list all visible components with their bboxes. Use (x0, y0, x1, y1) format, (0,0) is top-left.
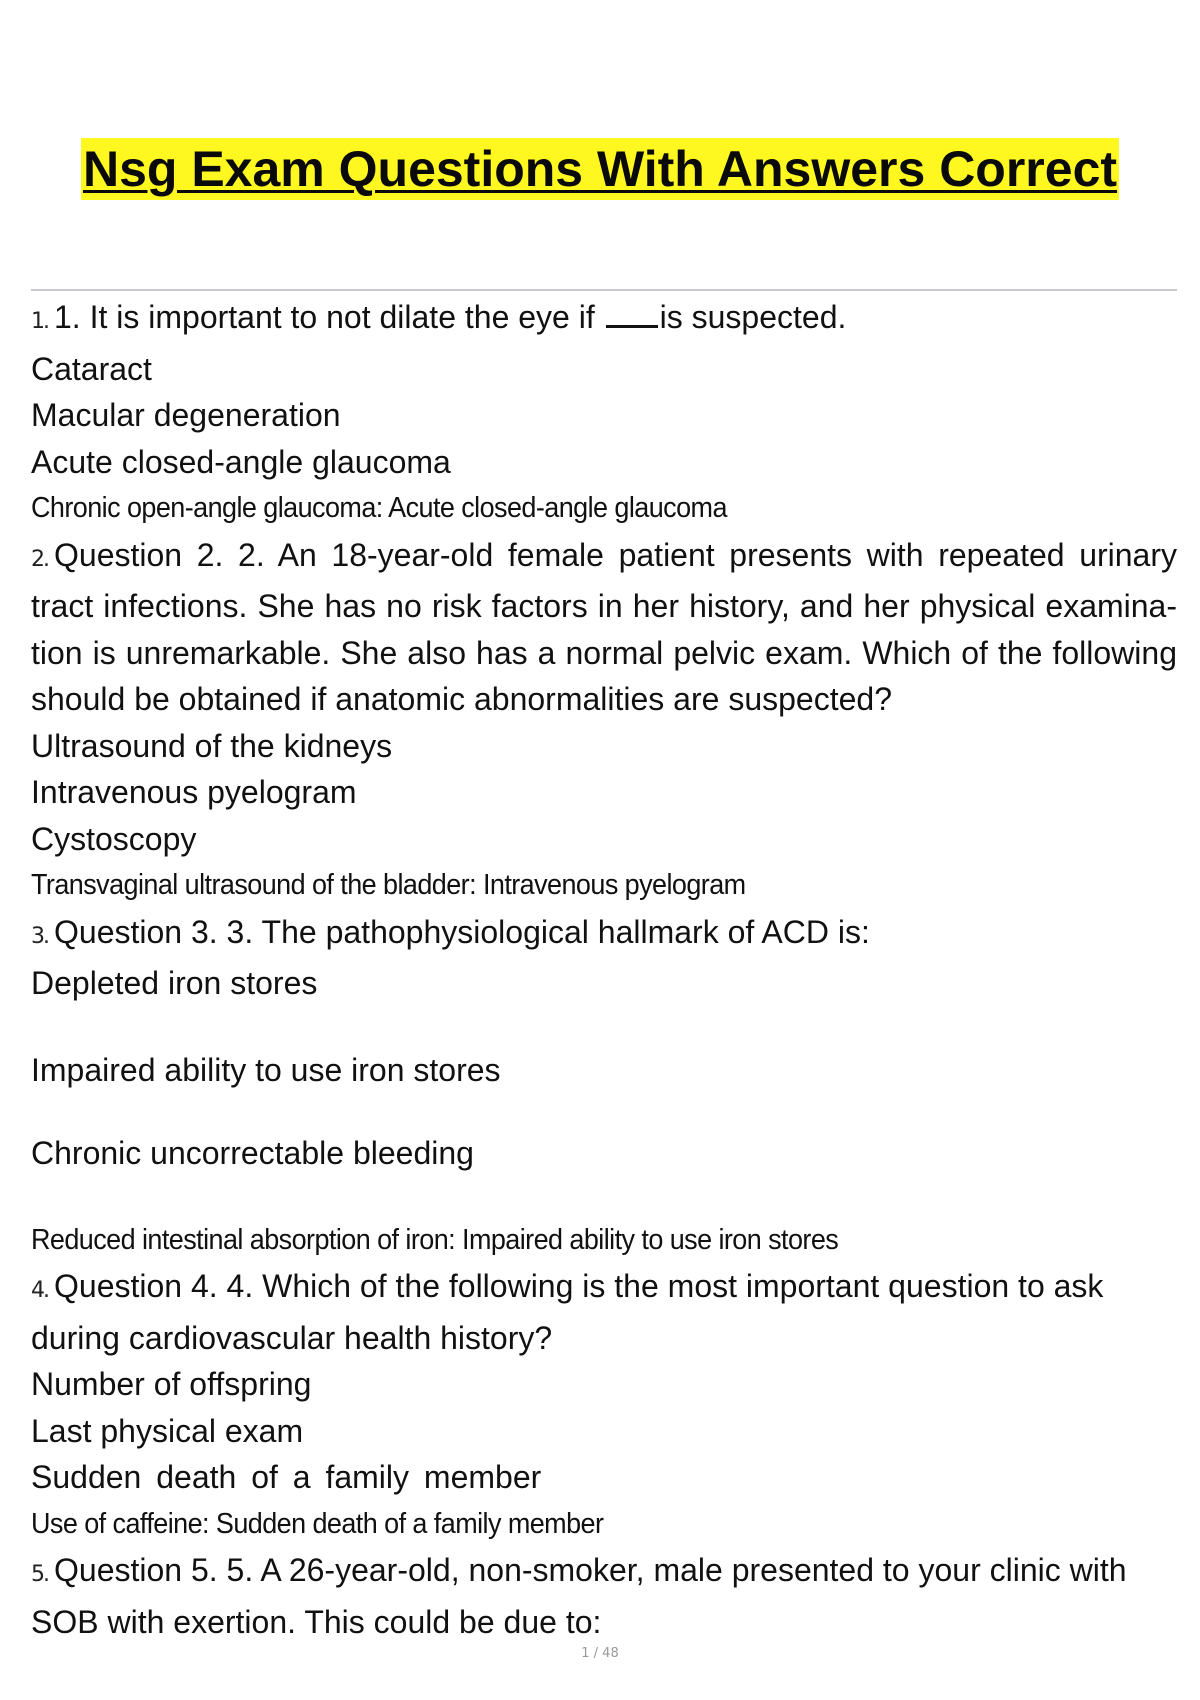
answer-option: Depleted iron stores (31, 965, 318, 1001)
correct-answer-line: Transvaginal ultrasound of the bladder: Intravenous pyelogram (31, 869, 746, 901)
question-number: 1. (31, 309, 48, 334)
answer-option: Impaired ability to use iron stores (31, 1051, 501, 1088)
answer-option: Macular degeneration (31, 397, 341, 433)
question-text: Question 5. 5. A 26-year-old, non-smoker, male presented to your clinic with SOB with exertion. This could be due to: (31, 1552, 1127, 1640)
question-text: Question 3. 3. The pathophysiological hallmark of ACD is: (54, 913, 870, 950)
question-stem (31, 909, 1177, 961)
question-number: 2. (31, 546, 48, 572)
question-stem (31, 1547, 1177, 1645)
spacer (31, 1007, 1177, 1047)
question-text: Question 4. 4. Which of the following is the most important question to ask during cardiovascular health history? (31, 1268, 1104, 1356)
answer-option: Acute closed-angle glaucoma (31, 443, 451, 480)
correct-answer-line: Reduced intestinal absorption of iron: Impaired ability to use iron stores (31, 1223, 839, 1256)
answer-option: Sudden death of a family member (31, 1459, 542, 1495)
questions-content (31, 294, 1177, 1645)
question-number: 3. (31, 923, 48, 949)
question-stem (31, 294, 1177, 346)
answer-option: Chronic uncorrectable bleeding (31, 1135, 474, 1171)
question-text-part: 1. It is important to not dilate the eye if (54, 299, 604, 335)
question-text-part: is suspected. (659, 299, 847, 335)
correct-answer-line: Use of caffeine: Sudden death of a family member (31, 1507, 604, 1540)
title-container (0, 138, 1200, 200)
page-indicator: 1 / 48 (581, 1646, 619, 1661)
question-stem (31, 532, 1177, 723)
answer-option: Number of offspring (31, 1366, 312, 1402)
document-title: Nsg Exam Questions With Answers Correct (81, 138, 1119, 200)
answer-option: Ultrasound of the kidneys (31, 727, 393, 764)
question-stem (31, 1263, 1131, 1361)
answer-option: Cataract (31, 350, 152, 387)
spacer (31, 1093, 1177, 1130)
answer-option: Cystoscopy (31, 820, 197, 857)
correct-answer-line: Chronic open-angle glaucoma: Acute closed-angle glaucoma (31, 492, 727, 524)
question-number: 5. (31, 1562, 48, 1587)
question-text: Question 2. 2. An 18-year-old female patient presents with repeated urinary tract infections. She has no risk factors in her history, and her physical examina-tion is unremarkable. She also has a normal pelvic exam. Which of the following should be obtained if anatomic abnormalities are suspected? (31, 536, 1177, 717)
answer-option: Intravenous pyelogram (31, 774, 357, 810)
answer-option: Last physical exam (31, 1412, 304, 1449)
spacer (31, 1177, 1177, 1217)
question-number: 4. (31, 1278, 48, 1303)
fill-blank (606, 301, 658, 328)
title-divider (31, 289, 1177, 291)
